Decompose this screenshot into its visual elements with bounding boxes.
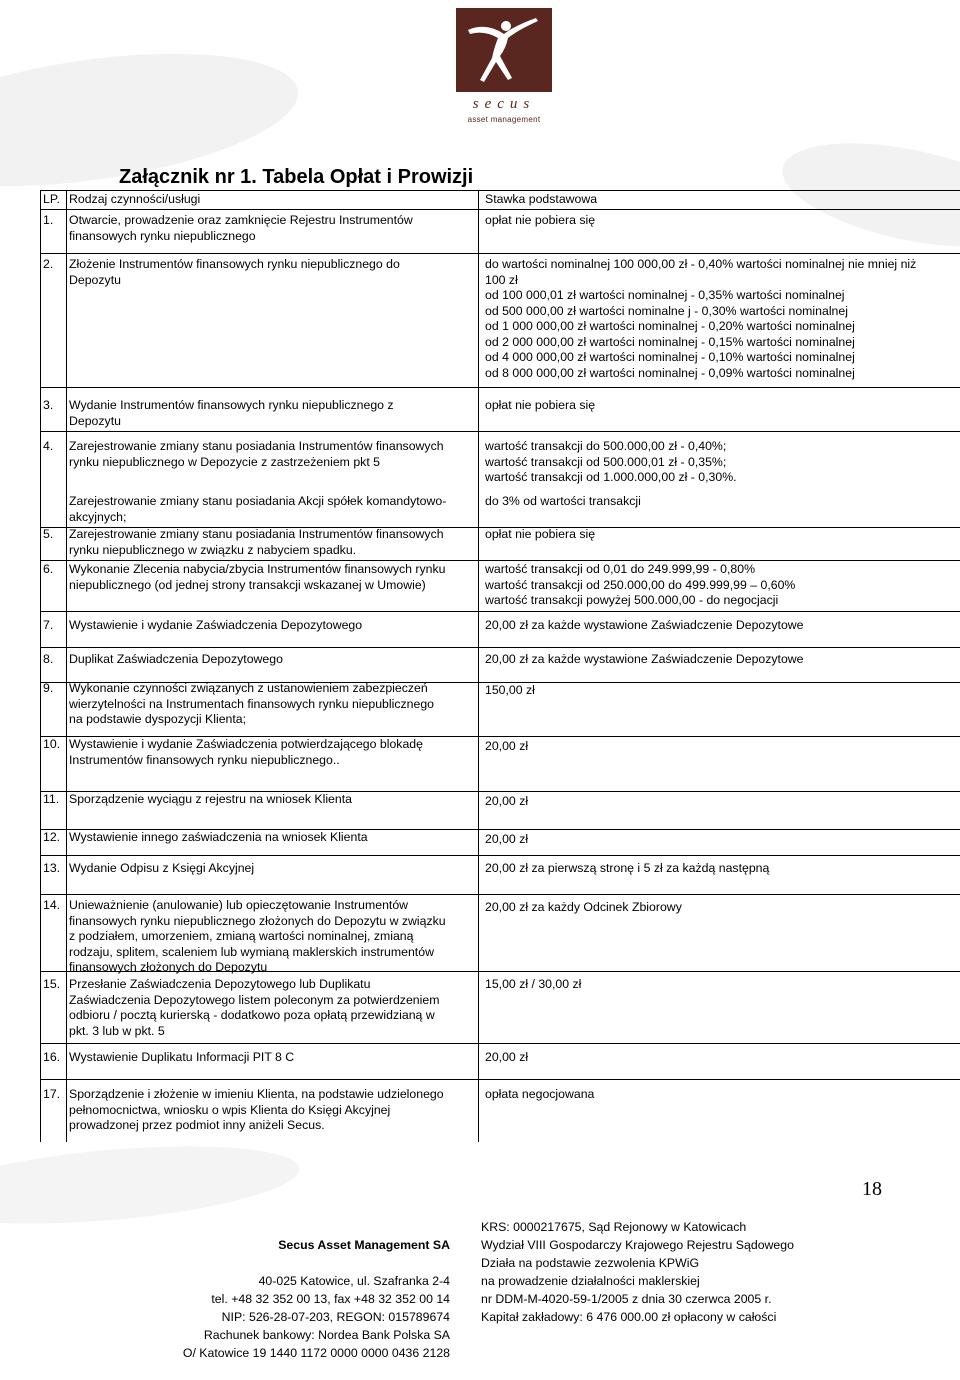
row-rate: opłat nie pobiera się (485, 213, 596, 227)
row-service: Sporządzenie wyciągu z rejestru na wniosek Klienta (69, 792, 352, 806)
row-service: Sporządzenie i złożenie w imieniu Klienta, na podstawie udzielonego pełnomocnictwa, wniosku o wpis Klienta do Księgi Akcyjnej prowadzonej przez podmiot inny aniżeli Secus. (69, 1087, 444, 1132)
row-lp: 17. (43, 1087, 61, 1101)
row-divider (41, 253, 960, 254)
row-divider (41, 855, 960, 856)
column-divider (478, 191, 479, 1142)
row-divider (41, 387, 960, 388)
row-service: Zarejestrowanie zmiany stanu posiadania Instrumentów finansowych rynku niepublicznego w Depozycie z zastrzeżeniem pkt 5 (69, 439, 444, 469)
row-rate: 20,00 zł (485, 1050, 529, 1064)
row-service: Wystawienie Duplikatu Informacji PIT 8 C (69, 1050, 295, 1064)
row-service: Otwarcie, prowadzenie oraz zamknięcie Rejestru Instrumentów finansowych rynku niepublicznego (69, 213, 413, 243)
row-lp: 2. (43, 257, 54, 271)
row-rate: 20,00 zł (485, 739, 529, 753)
row-lp: 4. (43, 439, 54, 453)
company-logo (456, 8, 552, 126)
footer-company-details: 40-025 Katowice, ul. Szafranka 2-4 tel. +48 32 352 00 13, fax +48 32 352 00 14 NIP: 526-28-07-203, REGON: 015789674 Rachunek bankowy: Nordea Bank Polska SA O/ Katowice 19 1440 1172 0000 0000 0436 2128 (182, 1274, 450, 1360)
row-rate: 20,00 zł (485, 794, 529, 808)
row-divider (41, 894, 960, 895)
row-rate: 15,00 zł / 30,00 zł (485, 977, 582, 991)
row-divider (41, 209, 960, 210)
row-lp: 12. (43, 830, 61, 844)
row-service: Wydanie Odpisu z Księgi Akcyjnej (69, 861, 255, 875)
column-divider (66, 191, 67, 1142)
row-service: Wystawienie i wydanie Zaświadczenia potwierdzającego blokadę Instrumentów finansowych rynku niepublicznego.. (69, 737, 423, 767)
row-lp: 15. (43, 977, 61, 991)
row-rate: 20,00 zł za każde wystawione Zaświadczenie Depozytowe (485, 618, 804, 632)
row-lp: 7. (43, 618, 54, 632)
row-divider (41, 611, 960, 612)
row-lp: 9. (43, 681, 54, 695)
row-divider (41, 431, 960, 432)
row-lp: 10. (43, 737, 61, 751)
row-service: Wystawienie i wydanie Zaświadczenia Depozytowego (69, 618, 363, 632)
row-lp: 11. (43, 792, 60, 806)
logo-emblem (456, 8, 552, 92)
row-lp: 1. (43, 213, 54, 227)
row-service: Przesłanie Zaświadczenia Depozytowego lub Duplikatu Zaświadczenia Depozytowego listem poleconym za potwierdzeniem odbioru / pocztą kurierską - dodatkowo poza opłatą przewidzianą w pkt. 3 lub w pkt. 5 (69, 977, 440, 1038)
row-rate: 20,00 zł (485, 832, 529, 846)
header-lp: LP. (43, 192, 60, 206)
row-lp: 6. (43, 562, 54, 576)
row-rate: opłata negocjowana (485, 1087, 595, 1101)
header-service: Rodzaj czynności/usługi (69, 192, 201, 206)
footer-company-name: Secus Asset Management SA (278, 1238, 450, 1252)
row-lp: 16. (43, 1050, 61, 1064)
row-rate: 150,00 zł (485, 683, 535, 697)
row-lp: 13. (43, 861, 61, 875)
row-divider (41, 647, 960, 648)
row-rate: opłat nie pobiera się (485, 398, 596, 412)
row-service: Wykonanie Zlecenia nabycia/zbycia Instrumentów finansowych rynku niepublicznego (od jednej strony transakcji wskazanej w Umowie) (69, 562, 446, 592)
row-service: Zarejestrowanie zmiany stanu posiadania Instrumentów finansowych rynku niepublicznego w związku z nabyciem spadku. (69, 527, 444, 557)
row-lp: 3. (43, 398, 54, 412)
footer-right: KRS: 0000217675, Sąd Rejonowy w Katowicach Wydział VIII Gospodarczy Krajowego Rejestru Sądowego Działa na podstawie zezwolenia KPWiG na prowadzenie działalności maklerskiej nr DDM-M-4020-59-1/2005 z dnia 30 czerwca 2005 r. Kapitał zakładowy: 6 476 000.00 zł opłacony w całości (481, 1220, 794, 1324)
row-divider (41, 1079, 960, 1080)
row-rate: opłat nie pobiera się (485, 527, 596, 541)
row-service: Wykonanie czynności związanych z ustanowieniem zabezpieczeń wierzytelności na Instrumentach finansowych rynku niepublicznego na podstawie dyspozycji Klienta; (69, 681, 434, 726)
footer-left (90, 1218, 450, 1380)
row-service: Duplikat Zaświadczenia Depozytowego (69, 652, 283, 666)
row-rate: 20,00 zł za każde wystawione Zaświadczenie Depozytowe (485, 652, 804, 666)
row-rate: wartość transakcji do 500.000,00 zł - 0,40%; wartość transakcji od 500.000,01 zł - 0,35%; wartość transakcji od 1.000.000,00 zł - 0,30%. (485, 439, 737, 484)
row-lp: 14. (43, 898, 61, 912)
row-lp: 8. (43, 652, 54, 666)
row-rate: 20,00 zł za każdy Odcinek Zbiorowy (485, 900, 682, 914)
page-title: Załącznik nr 1. Tabela Opłat i Prowizji (119, 166, 474, 188)
row-lp: 5. (43, 527, 54, 541)
row-divider (41, 560, 960, 561)
runner-figure-icon (456, 8, 552, 92)
row-divider (41, 1043, 960, 1044)
page-number: 18 (862, 1178, 882, 1200)
logo-brand-text: secus (472, 96, 536, 112)
row-rate: do 3% od wartości transakcji (485, 494, 641, 508)
row-service: Zarejestrowanie zmiany stanu posiadania Akcji spółek komandytowo- akcyjnych; (69, 494, 447, 524)
row-service: Wydanie Instrumentów finansowych rynku niepublicznego z Depozytu (69, 398, 394, 428)
logo-tagline: asset management (467, 115, 541, 124)
row-rate: do wartości nominalnej 100 000,00 zł - 0,40% wartości nominalnej nie mniej niż 100 zł od 100 000,01 zł wartości nominalnej - 0,35% wartości nominalnej od 500 000,00 zł wartości nominalne j - 0,30% wartości nominalnej od 1 000 000,00 zł wartości nominalnej - 0,20% wartości nominalnej od 2 000 000,00 zł wartości nominalnej - 0,15% wartości nominalnej od 4 000 000,00 zł wartości nominalnej - 0,10% wartości nominalnej od 8 000 000,00 zł wartości nominalnej - 0,09% wartości nominalnej (485, 257, 917, 380)
header-rate: Stawka podstawowa (485, 192, 598, 206)
fees-table (40, 190, 960, 1142)
row-rate: wartość transakcji od 0,01 do 249.999,99 - 0,80% wartość transakcji od 250.000,00 do 499.999,99 – 0,60% wartość transakcji powyżej 500.000,00 - do negocjacji (485, 562, 796, 607)
row-service: Unieważnienie (anulowanie) lub opieczętowanie Instrumentów finansowych rynku niepublicznego złożonych do Depozytu w związku z podziałem, umorzeniem, zmianą wartości nominalnej, zmianą rodzaju, splitem, scaleniem lub wymianą maklerskich instrumentów finansowych złożonych do Depozytu (69, 898, 446, 974)
row-service: Wystawienie innego zaświadczenia na wniosek Klienta (69, 830, 368, 844)
row-rate: 20,00 zł za pierwszą stronę i 5 zł za każdą następną (485, 861, 770, 875)
row-service: Złożenie Instrumentów finansowych rynku niepublicznego do Depozytu (69, 257, 400, 287)
